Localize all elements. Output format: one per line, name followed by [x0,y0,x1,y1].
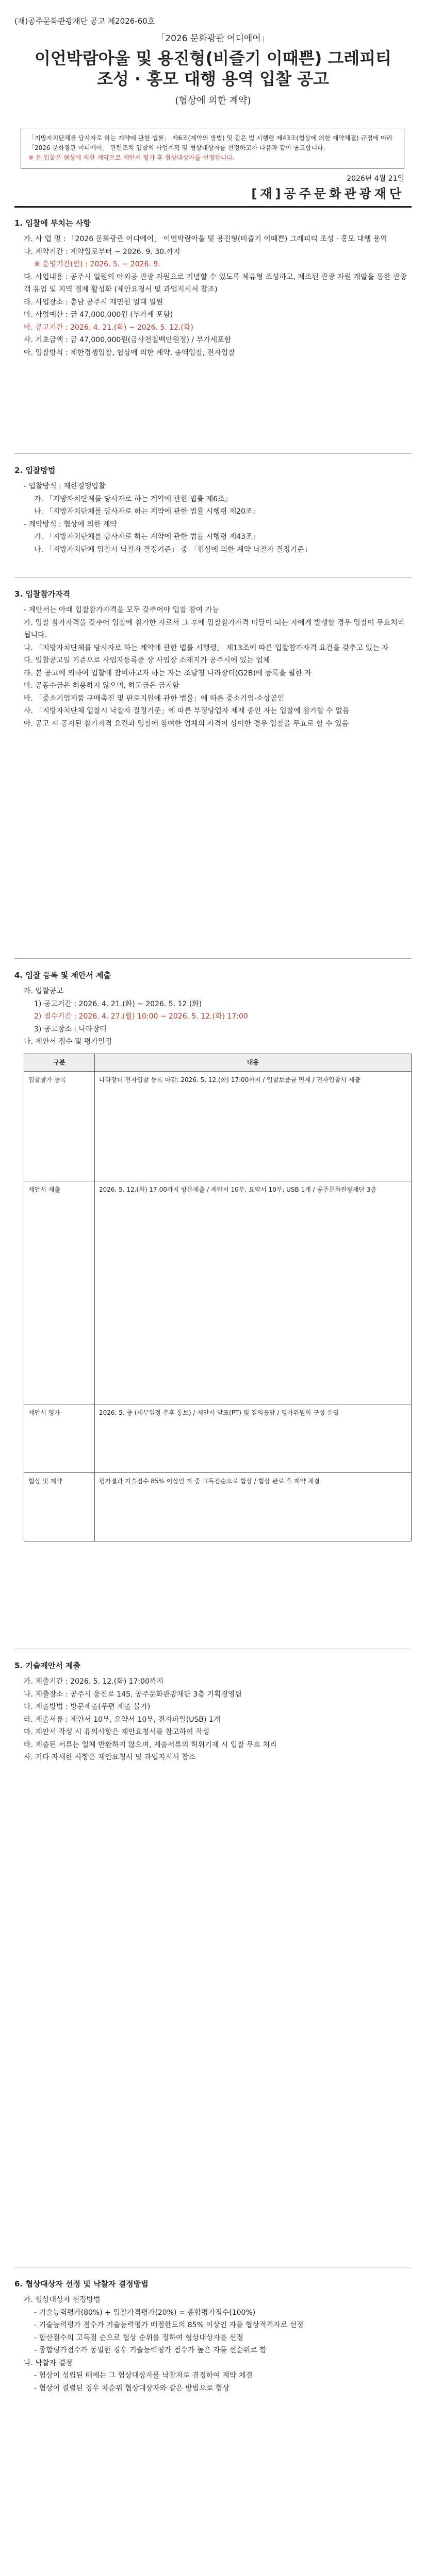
section-6 [14,2277,412,2395]
section-5-heading: 5. 기술제안서 제출 [14,1661,81,1670]
notice-text: 「지방자치단체를 당사자로 하는 계약에 관한 법률」 제6조(계약의 방법) 및 같은 법 시행령 제43조(협상에 의한 계약체결) 규정에 따라 「2026 문화광관 어디에어」 관련조치 입찰의 사업계획 및 협상대상자를 선정하고자 다음과 같이 공고합니다. [28,134,393,152]
section-1-item: 사. 기초금액 : 금 47,000,000원(금사천칠백만원정) / 부가세포함 [24,336,232,345]
section-5-item: 마. 제안서 작성 시 유의사항은 제안요청서를 참고하여 작성 [24,1728,210,1737]
section-6-item: - 종합평가점수가 동일한 경우 기술능력평가 점수가 높은 자를 선순위로 함 [34,2346,267,2355]
title-sub: 「2026 문화광관 어디에어」 [156,33,270,44]
section-3-item: 사. 「지방자치단체 입찰시 낙찰자 결정기준」에 따른 부정당업자 제재 중인 자는 입찰에 참가할 수 없음 [24,707,350,716]
table-cell: 입찰참가 등록 [24,1071,95,1181]
notice-box [21,128,404,169]
table-cell: 평가결과 기술점수 85% 이상인 자 중 고득점순으로 협상 / 협상 완료 후 계약 체결 [95,1472,412,1541]
section-2-item: 나. 「지방자치단체를 당사자로 하는 계약에 관한 법률 시행령 제20조」 [34,507,260,516]
section-1-item: 아. 입찰방식 : 제한경쟁입찰, 협상에 의한 계약, 총액입찰, 전자입찰 [24,348,235,357]
divider [14,206,412,208]
section-4 [14,969,412,1541]
section-3-item: 바. 「중소기업제품 구매촉진 및 판로지원에 관한 법률」에 따른 중소기업·소상공인 [24,694,285,703]
table-cell: 협상 및 계약 [24,1472,95,1541]
section-3-heading: 3. 입찰참가자격 [14,589,71,599]
section-5-item: 나. 제출장소 : 공주시 웅진로 145, 공주문화관광재단 3층 기획경영팀 [24,1690,242,1699]
section-5-item: 다. 제출방법 : 방문제출(우편 제출 불가) [24,1703,151,1711]
section-4-item: 1) 공고기간 : 2026. 4. 21.(화) ~ 2026. 5. 12.(화) [34,999,202,1008]
section-1-item: 나. 계약기간 : 계약일로부터 ~ 2026. 9. 30.까지 [24,247,181,256]
section-1-item: 다. 사업내용 : 공주시 일원의 야외공 관광 자원으로 기념할 수 있도록 체류형 조성하고, 제조된 관광 자원 개발을 통한 관광객 유입 및 지역 경제 활성화 (제안요청서 및 과업지시서 참조) [24,273,407,294]
section-3-item: - 제안서는 아래 입찰참가자격을 모두 갖추어야 입찰 참여 가능 [24,606,219,615]
section-2-item: - 계약방식 : 협상에 의한 계약 [24,520,117,529]
title-note: (협상에 의한 계약) [175,95,251,106]
title-block [0,31,426,107]
table-cell: 제안서 제출 [24,1181,95,1404]
section-4-item: 3) 공고장소 : 나라장터 [34,1025,107,1033]
section-3-item: 나. 「지방자치단체를 당사자로 하는 계약에 관한 법률 시행령」 제13조에 따른 입찰참가자격 요건을 갖추고 있는 자 [24,643,389,652]
section-2-heading: 2. 입찰방법 [14,466,56,475]
section-2-item: 나. 「지방자치단체 입찰시 낙찰자 결정기준」 중 「협상에 의한 계약 낙찰자 결정기준」 [34,545,312,554]
table-row [24,1404,412,1472]
section-4-item: 나. 제안서 접수 및 평가일정 [24,1038,112,1046]
section-6-item: 가. 협상대상자 선정방법 [24,2296,101,2304]
section-5-item: 사. 기타 자세한 사항은 제안요청서 및 과업지시서 참조 [24,1753,196,1762]
section-3-item: 마. 공동수급은 허용하지 않으며, 하도급은 금지함 [24,682,179,690]
divider [14,453,412,454]
section-4-heading: 4. 입찰 등록 및 제안서 제출 [14,971,111,980]
section-1-item: 라. 사업장소 : 충남 공주시 제민천 일대 일원 [24,298,163,307]
section-6-item: 나. 낙찰자 결정 [24,2359,73,2367]
table-cell: 제안서 평가 [24,1404,95,1472]
section-3-item: 가. 입찰 참가자격을 갖추어 입찰에 참가한 자로서 그 후에 입찰참가자격 미달이 되는 자에게 발생할 경우 입찰이 무효처리 됩니다. [24,618,405,640]
section-3-item: 라. 본 공고에 의하여 입찰에 참여하고자 하는 자는 조달청 나라장터(G2B)에 등록을 필한 자 [24,669,312,677]
table-header: 내용 [95,1054,412,1071]
section-5-item: 바. 제출된 서류는 일체 반환하지 않으며, 제출서류의 허위기재 시 입찰 무효 처리 [24,1740,277,1749]
divider [14,577,412,578]
section-3-item: 다. 입찰공고일 기준으로 사업자등록증 상 사업장 소재지가 공주시에 있는 업체 [24,656,270,665]
section-1 [14,216,412,359]
issue-date: 2026년 4월 21일 [347,175,404,183]
organization-name: [재]공주문화관광재단 [251,187,404,201]
notice-warning: ※ 본 입찰은 협상에 의한 계약으로 제안서 평가 후 협상대상자를 선정합니다. [28,154,235,162]
divider [14,958,412,959]
section-1-item: 마. 사업예산 : 금 47,000,000원 (부가세 포함) [24,311,173,319]
section-5-item: 라. 제출서류 : 제안서 10부, 요약서 10부, 전자파일(USB) 1개 [24,1715,221,1724]
section-1-item: 바. 공고기간 : 2026. 4. 21.(화) ~ 2026. 5. 12.(화) [24,323,193,332]
section-4-item: 가. 입찰공고 [24,987,63,996]
section-2-item: 가. 「지방자치단체를 당사자로 하는 계약에 관한 법률 제6조」 [34,495,232,503]
table-row [24,1181,412,1404]
schedule-table [24,1054,412,1541]
table-row [24,1071,412,1181]
notice-number: (재)공주문화관광재단 공고 제2026-60호 [14,16,155,26]
section-3 [14,587,412,730]
table-cell: 2026. 5. 중 (세부일정 추후 통보) / 제안서 발표(PT) 및 질의응답 / 평가위원회 구성 운영 [95,1404,412,1472]
section-6-item: - 기술능력평가 점수가 기술능력평가 배점한도의 85% 이상인 자를 협상적격자로 선정 [34,2321,304,2330]
section-1-heading: 1. 입찰에 부치는 사항 [14,218,91,228]
section-5 [14,1659,412,1764]
table-row [24,1472,412,1541]
title-main-line1: 이언박람아울 및 용진형(비즐기 이때쁜) 그레피티 [34,48,392,68]
section-6-item: - 합산점수의 고득점 순으로 협상 순위를 정하여 협상대상자를 선정 [34,2333,243,2342]
table-header: 구분 [24,1054,95,1071]
section-5-item: 가. 제출기간 : 2026. 5. 12.(화) 17:00까지 [24,1677,164,1686]
title-main-line2: 조성 · 홍모 대행 용역 입찰 공고 [97,69,329,89]
section-6-item: - 협상이 성립된 때에는 그 협상대상자를 낙찰자로 결정하여 계약 체결 [34,2371,253,2380]
section-6-item: - 기술능력평가(80%) + 입찰가격평가(20%) = 종합평가점수(100%) [34,2308,256,2317]
section-6-item: - 협상이 결렬된 경우 차순위 협상대상자와 같은 방법으로 협상 [34,2384,230,2393]
table-cell: 나라장터 전자입찰 등록 마감: 2026. 5. 12.(화) 17:00까지 / 입찰보증금 면제 / 전자입찰서 제출 [95,1071,412,1181]
section-1-item: 가. 사 업 명 : 「2026 문화광관 어디에어」 이언박람아울 및 용진형(비즐기 이때쁜) 그레피티 조성 · 홍모 대행 용역 [24,235,387,244]
section-1-item: ※ 운영기간(안) : 2026. 5. ~ 2026. 9. [34,260,160,269]
section-2-item: - 입찰방식 : 제한경쟁입찰 [24,482,106,491]
section-2-item: 가. 「지방자치단체를 당사자로 하는 계약에 관한 법률 시행령 제43조」 [34,533,260,541]
section-4-item: 2) 접수기간 : 2026. 4. 27.(월) 10:00 ~ 2026. 5. 12.(화) 17:00 [34,1012,248,1021]
section-6-heading: 6. 협상대상자 선정 및 낙찰자 결정방법 [14,2279,149,2289]
section-2 [14,464,412,556]
table-cell: 2026. 5. 12.(화) 17:00까지 방문제출 / 제안서 10부, 요약서 10부, USB 1개 / 공주문화관광재단 3층 [95,1181,412,1404]
schedule-table-wrapper [14,1054,412,1541]
section-3-item: 아. 공고 시 공지된 참가자격 요건과 입찰에 참여한 업체의 자격이 상이한 경우 입찰을 무효로 할 수 있음 [24,719,349,728]
